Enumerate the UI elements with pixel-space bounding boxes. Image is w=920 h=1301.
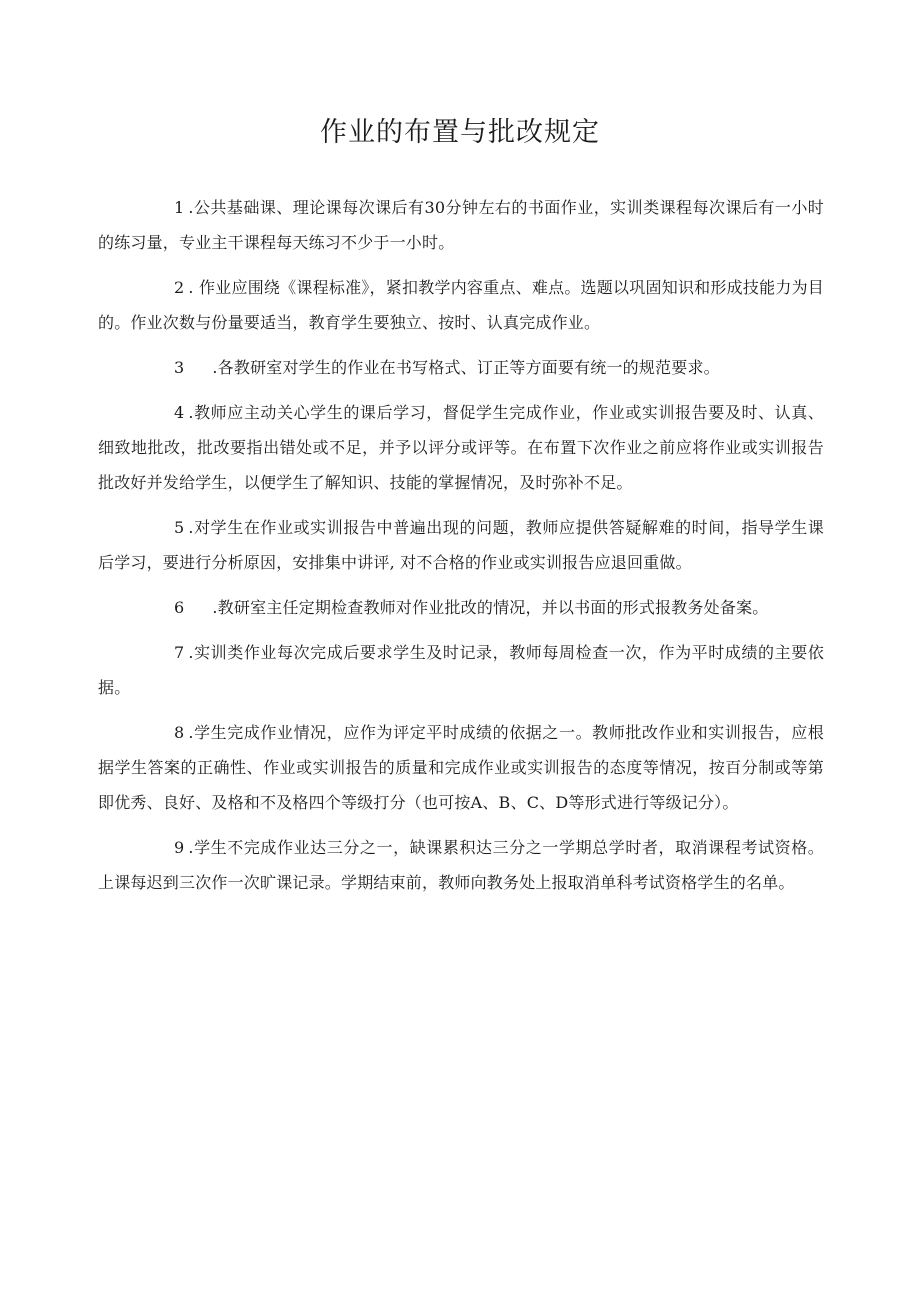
clause-number: 4 (174, 403, 185, 422)
clause-number: 6 (174, 598, 185, 617)
clause-4 (98, 395, 824, 500)
clause-3 (98, 350, 824, 385)
clause-text: .对学生在作业或实训报告中普遍出现的问题，教师应提供答疑解难的时间，指导学生课后学习，要进行分析原因，安排集中讲评, 对不合格的作业或实训报告应退回重做。 (98, 518, 824, 572)
clause-8 (98, 715, 824, 820)
clause-text: .各教研室对学生的作业在书写格式、订正等方面要有统一的规范要求。 (212, 358, 720, 377)
document-title: 作业的布置与批改规定 (320, 117, 600, 148)
clause-2 (98, 270, 824, 340)
clause-number: 8 (174, 723, 185, 742)
clause-text: . 作业应围绕《课程标准》，紧扣教学内容重点、难点。选题以巩固知识和形成技能力为目的。作业次数与份量要适当，教育学生要独立、按时、认真完成作业。 (98, 278, 824, 332)
clause-7 (98, 635, 824, 705)
clause-text: .实训类作业每次完成后要求学生及时记录，教师每周检查一次，作为平时成绩的主要依据。 (98, 643, 824, 697)
clause-number: 3 (174, 358, 185, 377)
clause-text: .学生完成作业情况，应作为评定平时成绩的依据之一。教师批改作业和实训报告，应根据学生答案的正确性、作业或实训报告的质量和完成作业或实训报告的态度等情况，按百分制或等第即优秀、良好、及格和不及格四个等级打分（也可按A、B、C、D等形式进行等级记分）。 (98, 723, 824, 812)
clause-text: .学生不完成作业达三分之一，缺课累积达三分之一学期总学时者，取消课程考试资格。上课每迟到三次作一次旷课记录。学期结束前，教师向教务处上报取消单科考试资格学生的名单。 (98, 838, 824, 892)
clause-9 (98, 830, 824, 900)
clause-number: 7 (174, 643, 185, 662)
clause-5 (98, 510, 824, 580)
clause-1 (98, 190, 824, 260)
clause-number: 9 (174, 838, 185, 857)
clause-6 (98, 590, 824, 625)
clause-list (98, 190, 824, 910)
clause-number: 5 (174, 518, 185, 537)
clause-text: .教研室主任定期检查教师对作业批改的情况，并以书面的形式报教务处备案。 (212, 598, 769, 617)
clause-text: .教师应主动关心学生的课后学习，督促学生完成作业，作业或实训报告要及时、认真、细致地批改，批改要指出错处或不足，并予以评分或评等。在布置下次作业之前应将作业或实训报告批改好并发给学生，以便学生了解知识、技能的掌握情况，及时弥补不足。 (98, 403, 824, 492)
clause-text: .公共基础课、理论课每次课后有30分钟左右的书面作业，实训类课程每次课后有一小时的练习量，专业主干课程每天练习不少于一小时。 (98, 198, 824, 252)
clause-number: 2 (174, 278, 185, 297)
clause-number: 1 (174, 198, 185, 217)
